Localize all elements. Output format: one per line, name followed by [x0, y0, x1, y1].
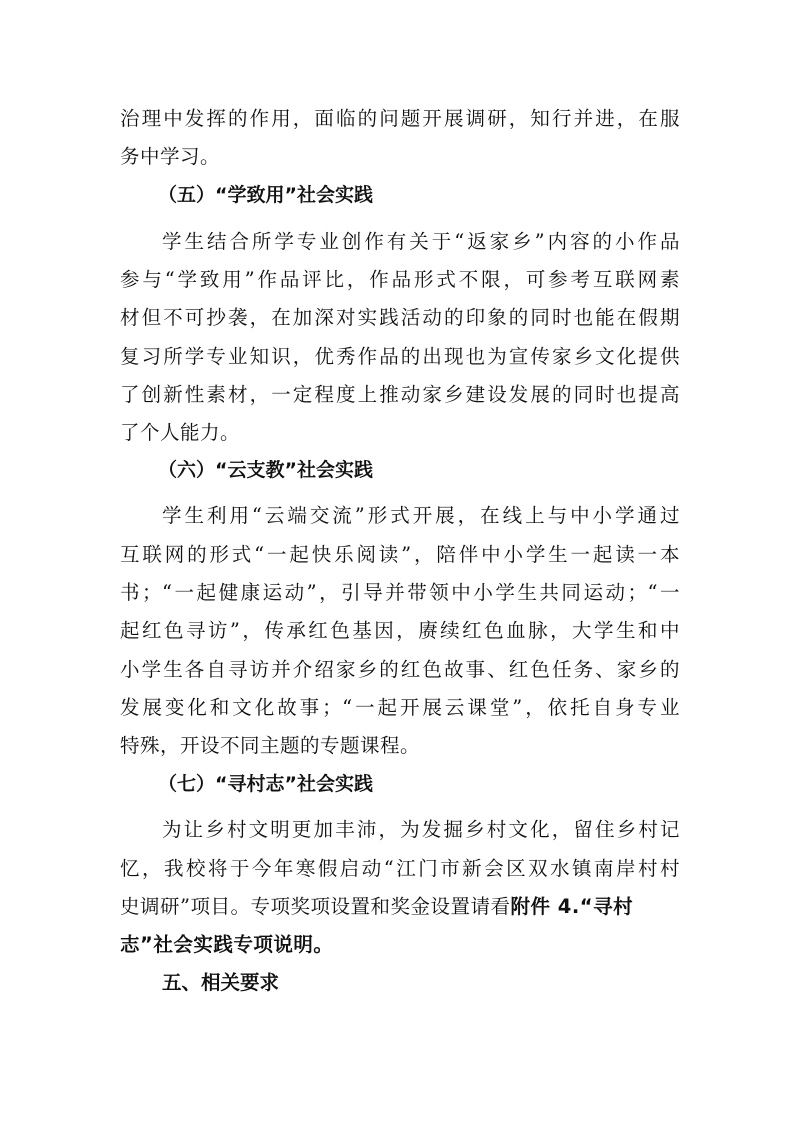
- paragraph-line: 忆，我校将于今年寒假启动“江门市新会区双水镇南岸村村: [120, 857, 680, 880]
- paragraph-line: 书；“一起健康运动”，引导并带领中小学生共同运动；“一: [120, 581, 680, 604]
- subheading-six: （六）“云支教”社会实践: [158, 459, 373, 481]
- attachment-reference: 附件 4.“寻村: [510, 895, 634, 918]
- subheading-seven: （七）“寻村志”社会实践: [158, 773, 373, 795]
- paragraph-line: [120, 933, 680, 957]
- paragraph-text: 史调研”项目。专项奖项设置和奖金设置请看: [120, 895, 511, 918]
- paragraph-line: 学生结合所学专业创作有关于“返家乡”内容的小作品: [162, 230, 680, 253]
- paragraph-line: 发展变化和文化故事；“一起开展云课堂”，依托自身专业: [120, 696, 680, 719]
- paragraph-line: 特殊，开设不同主题的专题课程。: [120, 734, 421, 757]
- paragraph-line: 材但不可抄袭，在加深对实践活动的印象的同时也能在假期: [120, 306, 680, 329]
- subheading-five: （五）“学致用”社会实践: [158, 184, 373, 206]
- paragraph-line: 参与“学致用”作品评比，作品形式不限，可参考互联网素: [120, 268, 680, 291]
- paragraph-line: 学生利用“云端交流”形式开展，在线上与中小学通过: [162, 504, 680, 527]
- paragraph-line: 为让乡村文明更加丰沛，为发掘乡村文化，留住乡村记: [162, 818, 680, 841]
- paragraph-line: 务中学习。: [120, 145, 221, 168]
- paragraph-line: 了创新性素材，一定程度上推动家乡建设发展的同时也提高: [120, 383, 680, 406]
- paragraph-line: 起红色寻访”，传承红色基因，赓续红色血脉，大学生和中: [120, 619, 680, 642]
- paragraph-line: 了个人能力。: [120, 421, 241, 444]
- paragraph-line: 复习所学专业知识，优秀作品的出现也为宣传家乡文化提供: [120, 345, 680, 368]
- attachment-reference: 志”社会实践专项说明。: [120, 933, 334, 956]
- paragraph-line: 互联网的形式“一起快乐阅读”，陪伴中小学生一起读一本: [120, 543, 680, 566]
- paragraph-line: 治理中发挥的作用，面临的问题开展调研，知行并进，在服: [120, 107, 680, 130]
- section-heading: 五、相关要求: [162, 971, 280, 994]
- paragraph-line: [120, 895, 680, 919]
- paragraph-line: 小学生各自寻访并介绍家乡的红色故事、红色任务、家乡的: [120, 658, 680, 681]
